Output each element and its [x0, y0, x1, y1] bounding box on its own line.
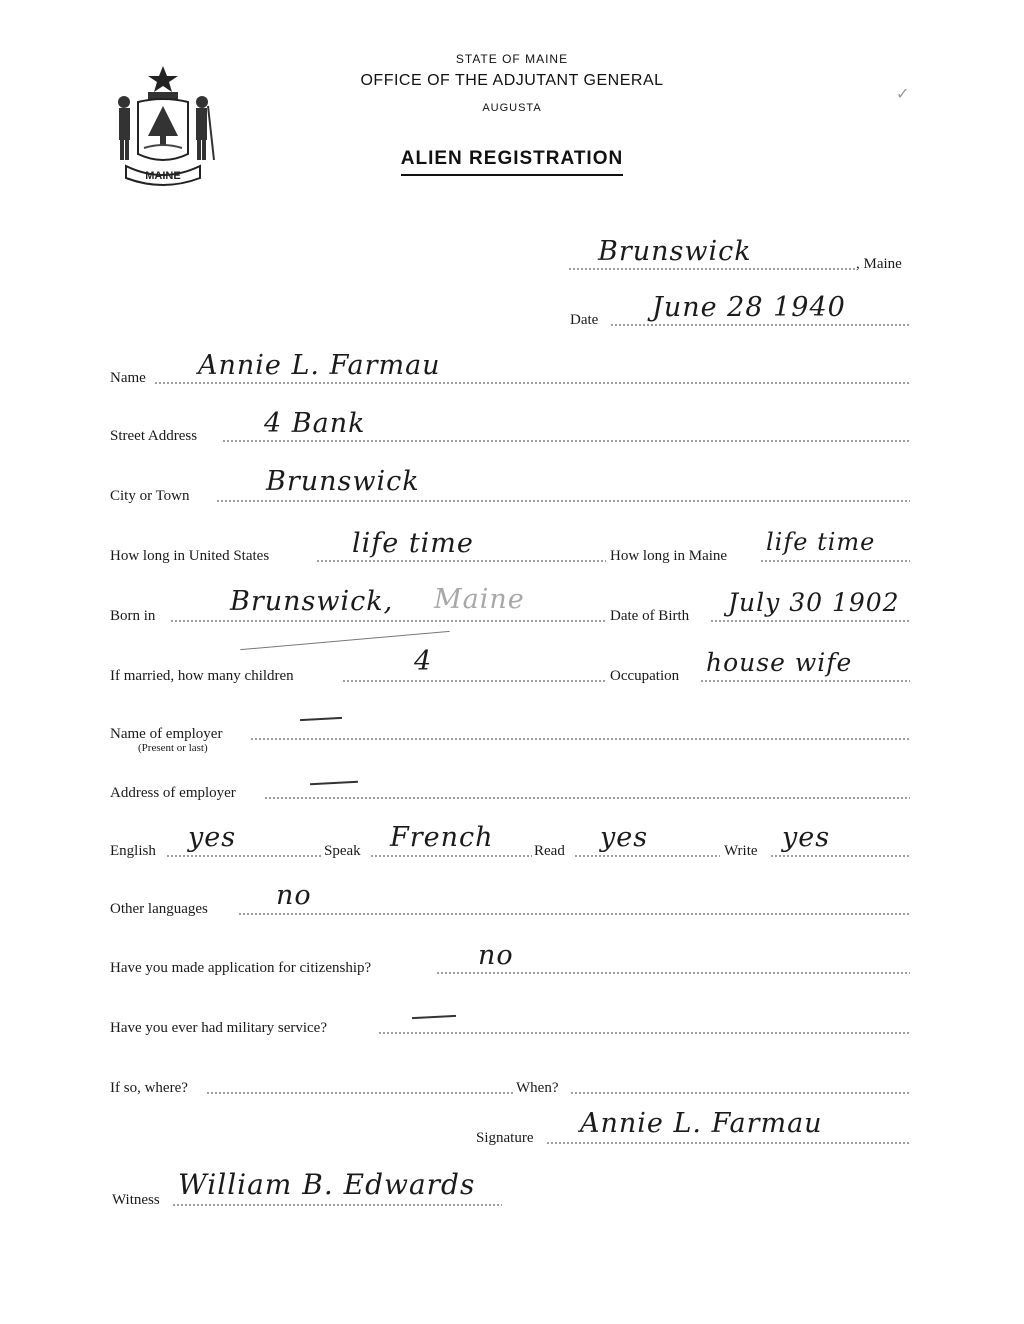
name-label: Name: [110, 370, 146, 386]
other-languages-label: Other languages: [110, 901, 208, 917]
employer-label: Name of employer: [110, 726, 223, 742]
english-label: English: [110, 843, 156, 859]
citizenship-line: [436, 972, 910, 974]
office-heading: OFFICE OF THE ADJUTANT GENERAL: [360, 72, 664, 89]
english-value: yes: [188, 822, 237, 853]
city-heading: AUGUSTA: [482, 102, 542, 114]
occupation-label: Occupation: [610, 668, 680, 684]
state-heading: STATE OF MAINE: [455, 52, 569, 66]
when-label: When?: [516, 1080, 559, 1096]
name-line: [154, 382, 910, 384]
maine-duration-value: life time: [766, 528, 876, 556]
employer-dash: [300, 717, 342, 721]
when-line: [570, 1092, 910, 1094]
city-label: City or Town: [110, 488, 190, 504]
form-title: [0, 148, 1024, 170]
city-line: [216, 500, 910, 502]
born-in-extra: Maine: [434, 584, 525, 615]
seal-lettering: MAINE: [145, 170, 181, 182]
born-in-value: Brunswick,: [230, 586, 394, 617]
place-value: Brunswick: [598, 236, 752, 267]
children-value: 4: [414, 646, 433, 677]
where-label: If so, where?: [110, 1080, 188, 1096]
date-label: Date: [570, 312, 599, 328]
street-value: 4 Bank: [264, 408, 366, 439]
children-line: [342, 680, 606, 682]
place-suffix: , Maine: [856, 256, 902, 272]
speak-label: Speak: [324, 843, 361, 859]
other-languages-line: [238, 913, 910, 915]
write-label: Write: [724, 843, 758, 859]
children-label: If married, how many children: [110, 668, 294, 684]
write-line: [770, 855, 910, 857]
dob-label: Date of Birth: [610, 608, 690, 624]
employer-address-label: Address of employer: [110, 785, 236, 801]
military-label: Have you ever had military service?: [110, 1020, 327, 1036]
other-languages-value: no: [276, 880, 312, 911]
dob-value: July 30 1902: [728, 588, 900, 617]
street-line: [222, 440, 910, 442]
city-value: Brunswick: [266, 466, 420, 497]
employer-sublabel: (Present or last): [138, 742, 208, 754]
witness-value: William B. Edwards: [178, 1168, 476, 1201]
place-line: [568, 268, 856, 270]
date-line: [610, 324, 910, 326]
born-in-line: [170, 620, 606, 622]
witness-line: [172, 1204, 502, 1206]
citizenship-value: no: [478, 940, 514, 971]
check-mark-icon: ✓: [896, 86, 910, 103]
dob-line: [710, 620, 910, 622]
date-value: June 28 1940: [652, 292, 846, 323]
signature-line: [546, 1142, 910, 1144]
military-dash: [412, 1015, 456, 1019]
read-label: Read: [534, 843, 565, 859]
military-line: [378, 1032, 910, 1034]
english-line: [166, 855, 322, 857]
us-duration-value: life time: [352, 528, 474, 559]
read-line: [574, 855, 720, 857]
maine-duration-line: [760, 560, 910, 562]
occupation-line: [700, 680, 910, 682]
employer-address-line: [264, 797, 910, 799]
form-title-text: ALIEN REGISTRATION: [401, 148, 623, 176]
speak-value: French: [390, 822, 494, 853]
where-line: [206, 1092, 514, 1094]
signature-value: Annie L. Farmau: [580, 1108, 823, 1139]
born-in-label: Born in: [110, 608, 156, 624]
read-value: yes: [600, 822, 649, 853]
occupation-value: house wife: [706, 648, 853, 677]
speak-line: [370, 855, 532, 857]
witness-label: Witness: [112, 1192, 160, 1208]
employer-address-dash: [310, 781, 358, 785]
write-value: yes: [782, 822, 831, 853]
maine-duration-label: How long in Maine: [610, 548, 728, 564]
signature-label: Signature: [476, 1130, 534, 1146]
street-label: Street Address: [110, 428, 198, 444]
employer-line: [250, 738, 910, 740]
citizenship-label: Have you made application for citizenship?: [110, 960, 372, 976]
us-duration-label: How long in United States: [110, 548, 270, 564]
name-value: Annie L. Farmau: [198, 350, 441, 381]
us-duration-line: [316, 560, 606, 562]
